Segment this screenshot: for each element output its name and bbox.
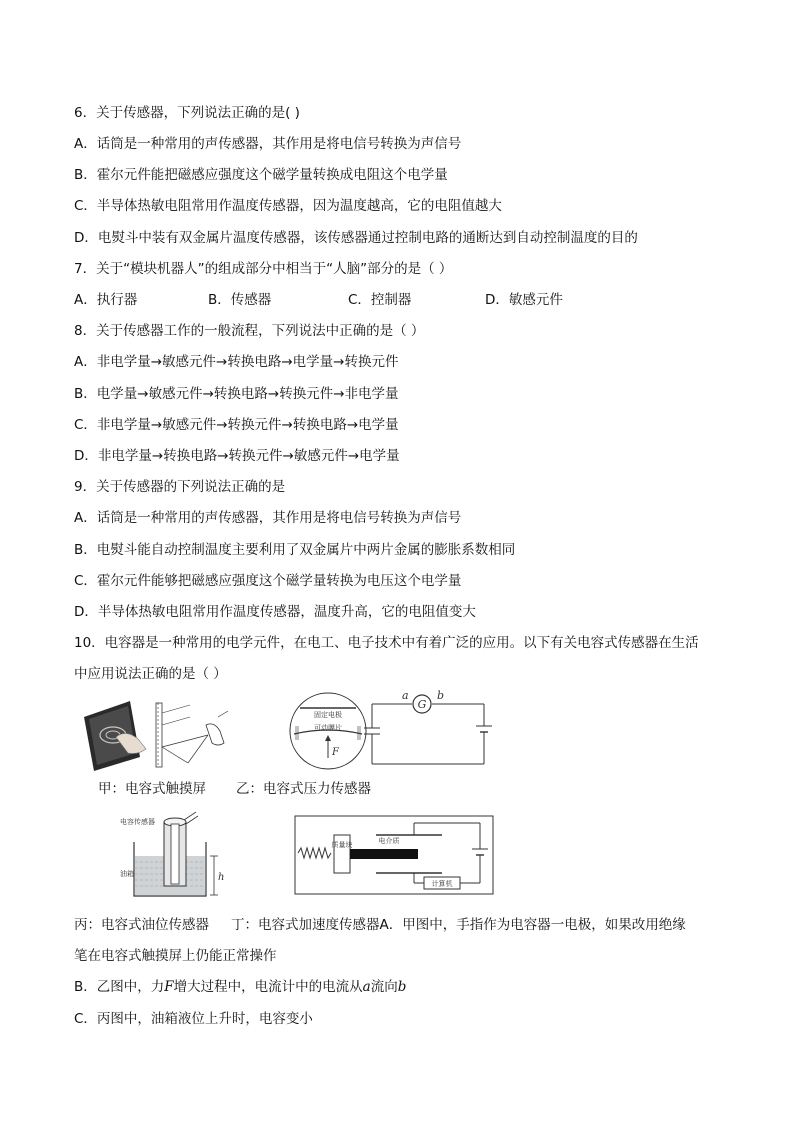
q8-option-c: C．非电学量→敏感元件→转换元件→转换电路→电学量 <box>74 417 399 433</box>
q9-option-a: A．话筒是一种常用的声传感器，其作用是将电信号转换为声信号 <box>74 510 462 526</box>
label-mass-block: 质量块 <box>331 841 353 849</box>
q6-option-d: D．电熨斗中装有双金属片温度传感器，该传感器通过控制电路的通断达到自动控制温度的目的 <box>74 230 638 246</box>
caption-pressure-sensor: 乙：电容式压力传感器 <box>236 781 371 797</box>
label-computer: 计算机 <box>431 880 453 888</box>
label-oil-tank: 油箱 <box>120 870 134 878</box>
q9-option-b: B．电熨斗能自动控制温度主要利用了双金属片中两片金属的膨胀系数相同 <box>74 542 516 558</box>
label-galvanometer-g: G <box>417 698 427 711</box>
q7-option-d: D．敏感元件 <box>485 292 563 308</box>
q6-stem: 6．关于传感器，下列说法正确的是( ) <box>74 105 300 121</box>
label-capacitive-sensor: 电容传感器 <box>120 818 155 826</box>
q6-option-a: A．话筒是一种常用的声传感器，其作用是将电信号转换为声信号 <box>74 136 462 152</box>
label-movable-membrane: 可动膜片 <box>314 724 342 732</box>
figure-pressure-sensor <box>288 688 493 774</box>
q10-option-a-cont: 笔在电容式触摸屏上仍能正常操作 <box>74 948 277 964</box>
label-point-b: b <box>437 689 445 702</box>
q6-option-b: B．霍尔元件能把磁感应强度这个磁学量转换成电阻这个电学量 <box>74 167 448 183</box>
figure-touchscreen <box>78 695 240 773</box>
q10-caption-oil-and-ding <box>74 916 686 934</box>
q10-option-b <box>74 978 406 996</box>
option-b-symbol-f: F <box>164 979 174 995</box>
option-b-text-2: 增大过程中，电流计中的电流从 <box>173 979 363 995</box>
q8-option-b: B．电学量→敏感元件→转换电路→转换元件→非电学量 <box>74 386 399 402</box>
q6-option-c: C．半导体热敏电阻常用作温度传感器，因为温度越高，它的电阻值越大 <box>74 198 502 214</box>
label-height-h: h <box>218 872 225 883</box>
caption-acceleration-and-option-a: 丁：电容式加速度传感器A．甲图中，手指作为电容器一电极，如果改用绝缘 <box>231 917 686 933</box>
option-b-symbol-b: b <box>397 979 407 995</box>
q7-option-b: B．传感器 <box>208 292 272 308</box>
figure-acceleration-sensor <box>294 815 494 895</box>
q7-option-a: A．执行器 <box>74 292 138 308</box>
option-b-text-3: 流向 <box>370 979 398 995</box>
option-b-text-1: B．乙图中，力 <box>74 979 165 995</box>
q10-stem-line2: 中应用说法正确的是（ ） <box>74 666 227 682</box>
caption-touchscreen: 甲：电容式触摸屏 <box>98 781 206 797</box>
q7-stem: 7．关于“模块机器人”的组成部分中相当于“人脑”部分的是（ ） <box>74 261 453 277</box>
q7-option-c: C．控制器 <box>348 292 412 308</box>
touch-layer-diagram <box>156 703 228 767</box>
q10-stem-line1: 10．电容器是一种常用的电学元件，在电工、电子技术中有着广泛的应用。以下有关电容式传感器在生活 <box>74 635 699 651</box>
option-b-symbol-a: a <box>362 979 371 995</box>
q8-option-a: A．非电学量→敏感元件→转换电路→电学量→转换元件 <box>74 354 399 370</box>
q8-stem: 8．关于传感器工作的一般流程，下列说法中正确的是（ ） <box>74 323 425 339</box>
label-force-f: F <box>332 747 339 758</box>
q9-option-c: C．霍尔元件能够把磁感应强度这个磁学量转换为电压这个电学量 <box>74 573 462 589</box>
q8-option-d: D．非电学量→转换电路→转换元件→敏感元件→电学量 <box>74 448 400 464</box>
caption-oil-level-sensor: 丙：电容式油位传感器 <box>74 917 209 933</box>
q9-stem: 9．关于传感器的下列说法正确的是 <box>74 479 286 495</box>
label-dielectric: 电介质 <box>378 837 400 845</box>
q9-option-d: D．半导体热敏电阻常用作温度传感器，温度升高，它的电阻值变大 <box>74 604 476 620</box>
tablet-illustration <box>84 701 146 771</box>
figure-oil-level-sensor <box>118 812 228 900</box>
q10-option-c: C．丙图中，油箱液位上升时，电容变小 <box>74 1011 313 1027</box>
label-fixed-electrode: 固定电极 <box>314 711 342 719</box>
label-point-a: a <box>402 689 409 702</box>
circuit <box>364 704 492 764</box>
dielectric-bar <box>350 849 418 859</box>
